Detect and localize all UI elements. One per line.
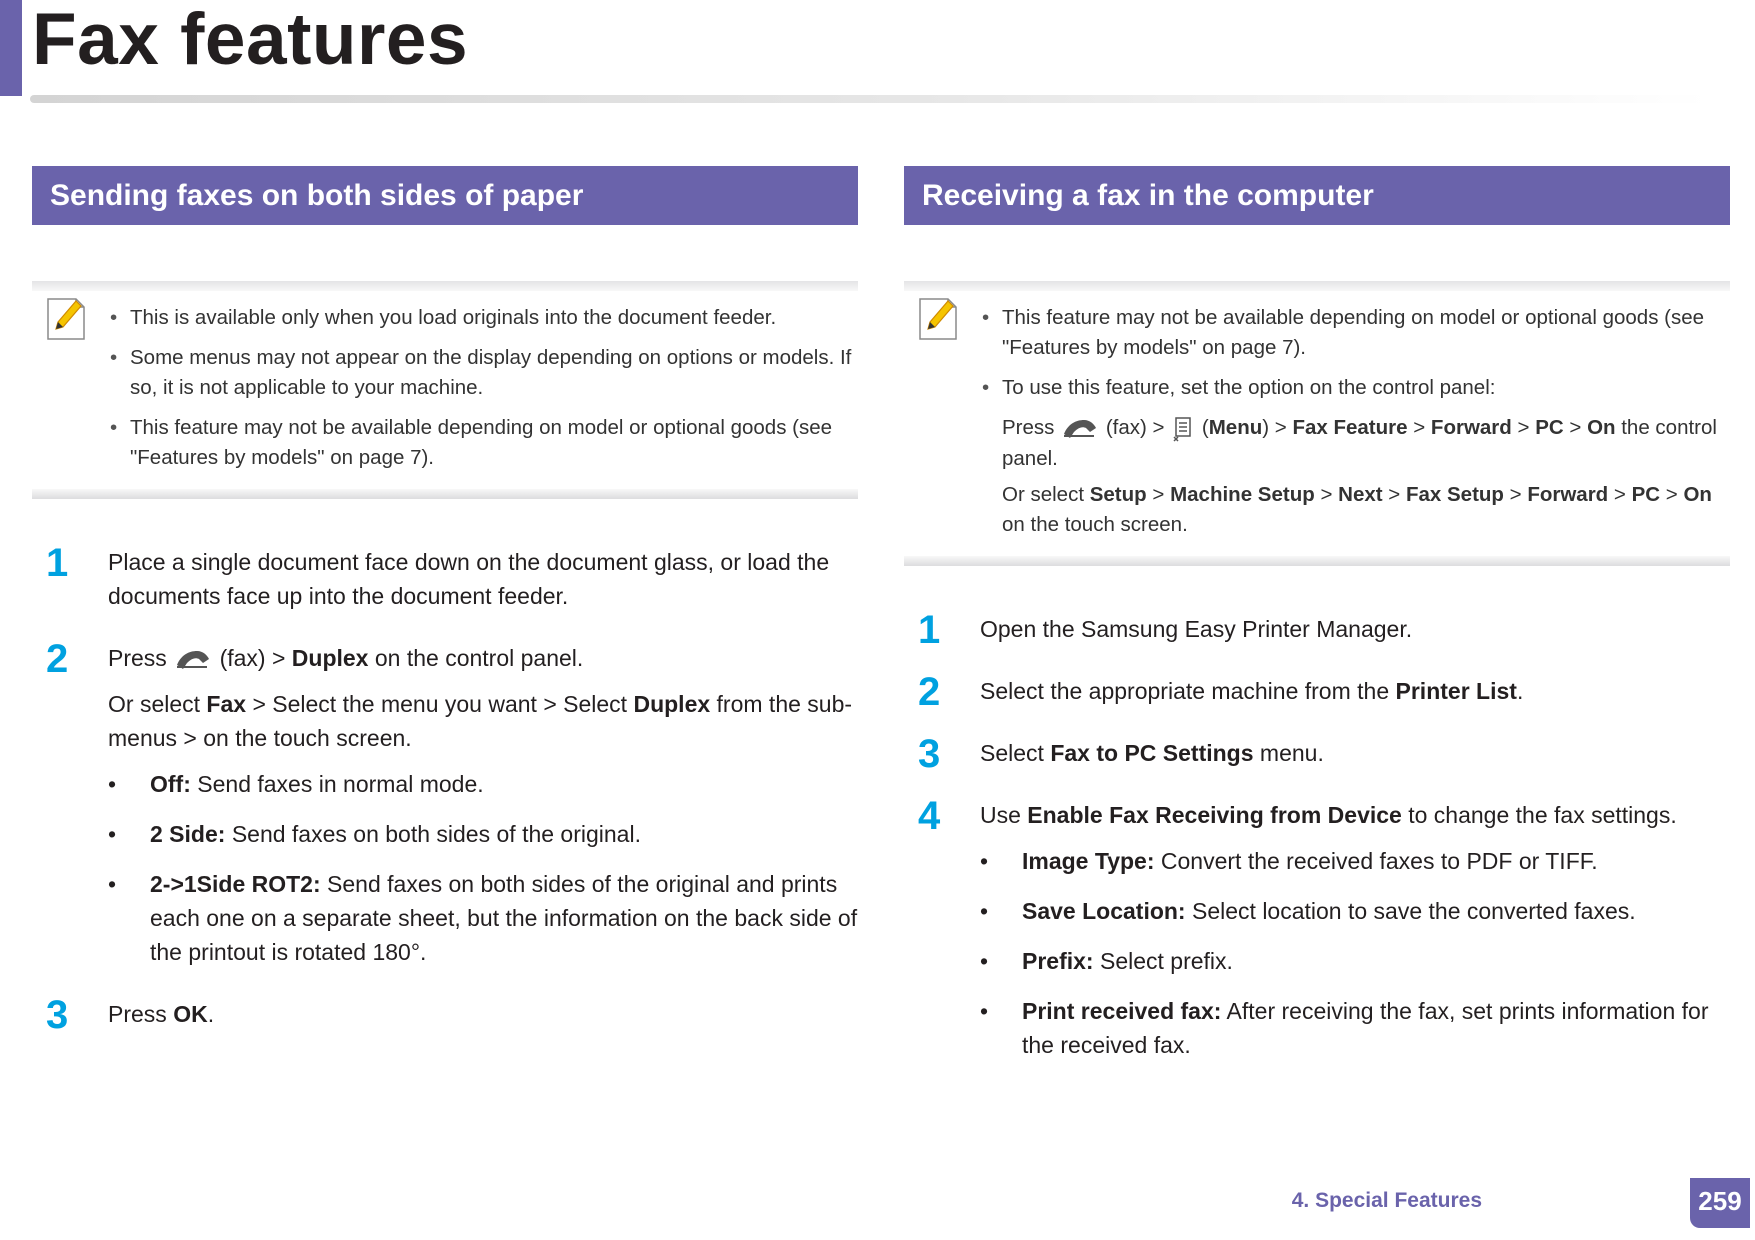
- text-separator: >: [1569, 416, 1582, 439]
- note-bottom-bar: [32, 489, 858, 499]
- step-text: [980, 674, 1730, 708]
- step-number: 2: [46, 637, 69, 681]
- note-item: • This feature may not be available depending on model or optional goods (see "Features by models" on page 7).: [130, 413, 858, 473]
- step-item: [32, 541, 858, 613]
- text-or-select: Or select: [1002, 482, 1085, 506]
- section-heading-receive-pc: Receiving a fax in the computer: [904, 166, 1730, 225]
- option-item: [150, 867, 858, 969]
- fax-icon: [173, 645, 213, 675]
- option-desc: Select prefix.: [1099, 947, 1233, 974]
- option-label: Prefix:: [1022, 947, 1094, 974]
- menu-fax: Fax: [206, 691, 247, 717]
- option-label: Off:: [150, 771, 191, 797]
- control-panel-path: [904, 413, 1730, 474]
- note-item: • To use this feature, set the option on the control panel:: [1002, 373, 1730, 403]
- step-item: [32, 637, 858, 969]
- text-pre: Select the appropriate machine from the: [980, 677, 1390, 704]
- step-item: [904, 793, 1730, 1062]
- note-box: [32, 267, 858, 517]
- note-item: • This feature may not be available depending on model or optional goods (see "Features by models" on page 7).: [1002, 303, 1730, 363]
- option-desc: Send faxes on both sides of the original.: [231, 821, 641, 847]
- menu-pc: PC: [1631, 482, 1661, 506]
- footer-chapter: 4. Special Features: [1291, 1189, 1482, 1212]
- option-item: [1022, 994, 1730, 1062]
- step-number: 3: [46, 993, 69, 1037]
- menu-printer-list: Printer List: [1395, 677, 1517, 704]
- step-number: 2: [918, 669, 941, 714]
- step-text: Place a single document face down on the document glass, or load the documents face up into the document feeder.: [108, 549, 830, 609]
- option-item: [150, 817, 858, 851]
- step-text: [980, 798, 1730, 832]
- menu-pc: PC: [1535, 416, 1564, 439]
- option-item: [1022, 844, 1730, 878]
- text-separator: >: [1517, 416, 1530, 439]
- text-fax: (fax) >: [219, 645, 286, 671]
- text-separator: >: [1613, 482, 1626, 506]
- option-label: Image Type:: [1022, 847, 1155, 874]
- text-tail: the control panel.: [1002, 416, 1717, 470]
- text-post: .: [1516, 677, 1524, 704]
- text-pre: Use: [980, 801, 1021, 828]
- note-item: • This is available only when you load originals into the document feeder.: [130, 303, 858, 333]
- text-post: menu.: [1259, 739, 1324, 766]
- text-separator: >: [1665, 482, 1678, 506]
- text-paren: ) >: [1262, 416, 1287, 439]
- option-item: [150, 767, 858, 801]
- menu-fax-setup: Fax Setup: [1405, 482, 1504, 506]
- option-label: 2->1Side ROT2:: [150, 871, 321, 897]
- text-period: .: [207, 1001, 215, 1027]
- step-text: Open the Samsung Easy Printer Manager.: [980, 615, 1413, 642]
- note-pencil-icon: [918, 295, 958, 341]
- step-number: 1: [46, 541, 69, 585]
- option-list: [108, 767, 858, 969]
- menu-duplex: Duplex: [633, 691, 711, 717]
- touch-screen-path: [904, 480, 1730, 540]
- title-accent-bar: [0, 0, 22, 96]
- note-item: • Some menus may not appear on the display depending on options or models. If so, it is not applicable to your machine.: [130, 343, 858, 403]
- note-bottom-bar: [904, 556, 1730, 566]
- step-text: [980, 736, 1730, 770]
- menu-icon: [1170, 415, 1196, 443]
- option-item: [1022, 894, 1730, 928]
- step-text: [108, 641, 858, 675]
- option-item: [1022, 944, 1730, 978]
- steps-list: [32, 541, 858, 1037]
- option-label: Print received fax:: [1022, 997, 1222, 1024]
- steps-list: [904, 607, 1730, 1062]
- text-paren: (: [1201, 416, 1209, 439]
- step-text: [108, 997, 858, 1031]
- fax-icon: [1060, 414, 1100, 444]
- note-top-bar: [904, 281, 1730, 291]
- step-item: [904, 607, 1730, 652]
- text-or-select: Or select: [108, 691, 201, 717]
- left-column: [32, 166, 858, 1059]
- button-ok-label: OK: [173, 1001, 208, 1027]
- menu-on: On: [1683, 482, 1712, 506]
- step-number: 1: [918, 607, 941, 652]
- text-separator: >: [1320, 482, 1333, 506]
- menu-setup: Setup: [1089, 482, 1147, 506]
- menu-label: Menu: [1208, 416, 1263, 439]
- text-press: Press: [108, 645, 167, 671]
- text-separator: >: [1152, 482, 1165, 506]
- option-desc: Convert the received faxes to PDF or TIFF.: [1160, 847, 1598, 874]
- menu-forward: Forward: [1430, 416, 1512, 439]
- menu-next: Next: [1338, 482, 1383, 506]
- section-heading-duplex: Sending faxes on both sides of paper: [32, 166, 858, 225]
- option-desc: After receiving the fax, set prints information for the received fax.: [1022, 997, 1709, 1058]
- text-pre: Select: [980, 739, 1044, 766]
- menu-on: On: [1587, 416, 1616, 439]
- text-tail: on the touch screen.: [1002, 512, 1188, 536]
- step-item: [32, 993, 858, 1037]
- page-title: Fax features: [32, 0, 469, 80]
- option-label: Save Location:: [1022, 897, 1186, 924]
- text-separator: >: [1413, 416, 1426, 439]
- right-column: [904, 166, 1730, 1090]
- option-desc: Send faxes in normal mode.: [197, 771, 484, 797]
- text-press: Press: [108, 1001, 167, 1027]
- text-tail: on the control panel.: [374, 645, 584, 671]
- step-alt-text: [108, 687, 858, 755]
- step-item: [904, 669, 1730, 714]
- option-enable-fax-receiving: Enable Fax Receiving from Device: [1027, 801, 1402, 828]
- menu-machine-setup: Machine Setup: [1170, 482, 1315, 506]
- option-list: [980, 844, 1730, 1062]
- note-box: [904, 267, 1730, 584]
- option-desc: Select location to save the converted faxes.: [1192, 897, 1636, 924]
- step-number: 3: [918, 731, 941, 776]
- note-pencil-icon: [46, 295, 86, 341]
- option-desc: Send faxes on both sides of the original and prints each one on a separate sheet, but the information on the back side of the printout is rotated 180°.: [150, 871, 858, 965]
- text-separator: >: [1509, 482, 1522, 506]
- menu-fax-to-pc-settings: Fax to PC Settings: [1050, 739, 1254, 766]
- title-underline: [30, 95, 1710, 103]
- page-number: 259: [1690, 1178, 1750, 1228]
- text-separator: >: [1388, 482, 1401, 506]
- text-fax: (fax) >: [1105, 416, 1165, 439]
- text-mid: > Select the menu you want > Select: [252, 691, 628, 717]
- text-post: to change the fax settings.: [1408, 801, 1677, 828]
- option-label: 2 Side:: [150, 821, 226, 847]
- step-item: [904, 731, 1730, 776]
- menu-fax-feature: Fax Feature: [1292, 416, 1408, 439]
- text-end: from the sub-menus > on the touch screen.: [108, 691, 853, 751]
- text-press: Press: [1002, 416, 1055, 439]
- note-top-bar: [32, 281, 858, 291]
- menu-forward: Forward: [1527, 482, 1609, 506]
- step-number: 4: [918, 793, 941, 838]
- menu-duplex: Duplex: [291, 645, 369, 671]
